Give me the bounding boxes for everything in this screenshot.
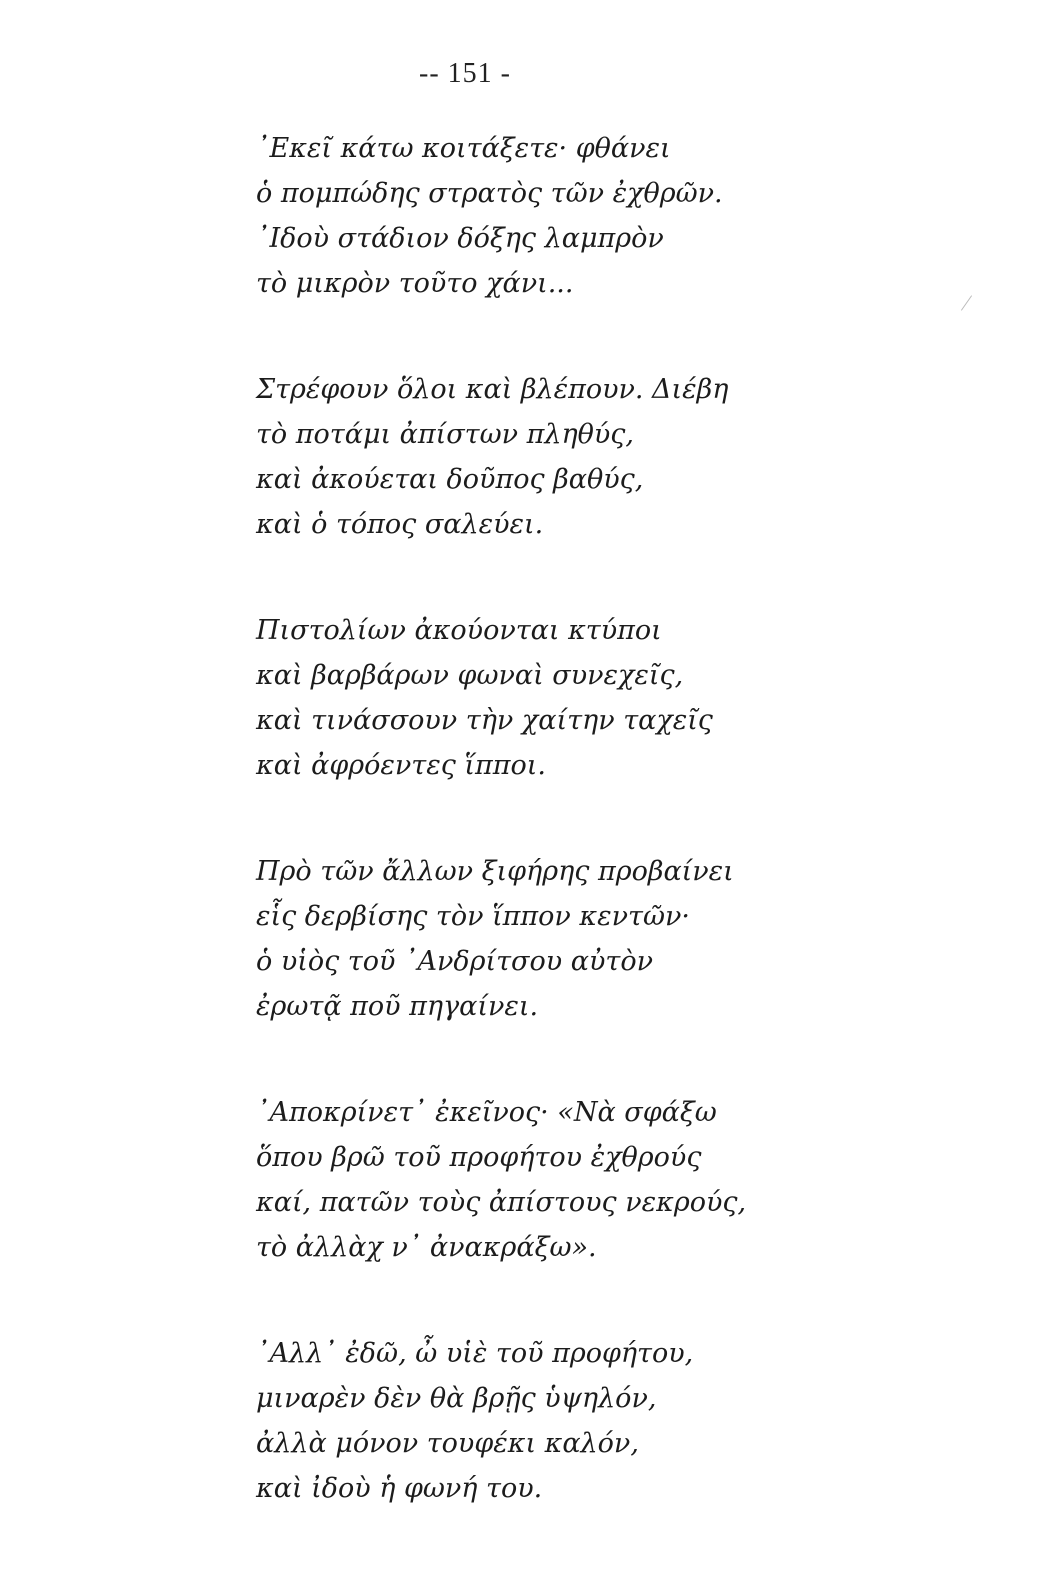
poem-line: Πιστολίων ἀκούονται κτύποι (256, 615, 662, 646)
poem-line: ὁ πομπώδης στρατὸς τῶν ἐχθρῶν. (256, 178, 723, 209)
margin-mark (961, 295, 972, 310)
poem-line: ᾿Αλλ᾿ ἐδῶ, ὦ υἱὲ τοῦ προφήτου, (256, 1338, 694, 1369)
poem-line: καὶ ἰδοὺ ἡ φωνή του. (256, 1473, 543, 1504)
poem-line: καὶ ὁ τόπος σαλεύει. (256, 509, 544, 540)
poem-line: καὶ ἀφρόεντες ἵπποι. (256, 750, 546, 781)
poem-line: ὅπου βρῶ τοῦ προφήτου ἐχθρούς (256, 1142, 702, 1173)
poem-line: καὶ ἀκούεται δοῦπος βαθύς, (256, 464, 644, 495)
poem-line: εἷς δερβίσης τὸν ἵππον κεντῶν· (256, 901, 690, 932)
stanza-5 (256, 1090, 956, 1270)
poem-line: καὶ τινάσσουν τὴν χαίτην ταχεῖς (256, 705, 713, 736)
poem-line: ᾿Εκεῖ κάτω κοιτάξετε· φθάνει (256, 133, 671, 164)
poem-line: τὸ ποτάμι ἀπίστων πληθύς, (256, 419, 635, 450)
poem-line: Στρέφουν ὅλοι καὶ βλέπουν. Διέβη (256, 374, 729, 405)
poem-line: τὸ μικρὸν τοῦτο χάνι... (256, 268, 574, 299)
stanza-4 (256, 849, 956, 1029)
poem-line: ἀλλὰ μόνον τουφέκι καλόν, (256, 1428, 639, 1459)
poem-line: τὸ ἀλλὰχ ν᾿ ἀνακράξω». (256, 1232, 597, 1263)
poem-line: ᾿Αποκρίνετ᾿ ἐκεῖνος· «Νὰ σφάξω (256, 1097, 717, 1128)
poem-line: Πρὸ τῶν ἄλλων ξιφήρης προβαίνει (256, 856, 734, 887)
poem-line: καί, πατῶν τοὺς ἀπίστους νεκρούς, (256, 1187, 747, 1218)
poem-line: καὶ βαρβάρων φωναὶ συνεχεῖς, (256, 660, 684, 691)
poem-line: ὁ υἱὸς τοῦ ᾿Ανδρίτσου αὐτὸν (256, 946, 653, 977)
poem-line: ἐρωτᾷ ποῦ πηγαίνει. (256, 991, 539, 1022)
stanza-2 (256, 367, 956, 547)
stanza-6 (256, 1331, 956, 1511)
poem-line: ᾿Ιδοὺ στάδιον δόξης λαμπρὸν (256, 223, 664, 254)
stanza-3 (256, 608, 956, 788)
poem-line: μιναρὲν δὲν θὰ βρῇς ὑψηλόν, (256, 1383, 657, 1414)
poem (256, 126, 956, 1572)
stanza-1 (256, 126, 956, 306)
page-number: -- 151 - (419, 58, 511, 89)
